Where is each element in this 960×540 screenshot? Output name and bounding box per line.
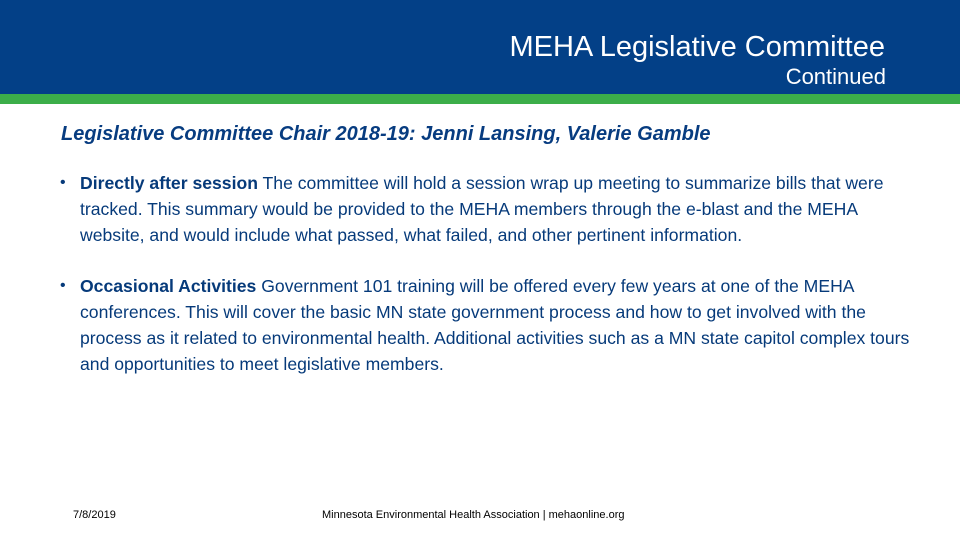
bullet-lead-text: Occasional Activities (80, 276, 257, 296)
slide-title: MEHA Legislative Committee (509, 31, 885, 63)
bullet-lead-text: Directly after session (80, 173, 258, 193)
bullet-item-occasional-activities (60, 273, 910, 377)
bullet-body-text: Government 101 training will be offered every few years at one of the MEHA conferences. This will cover the basic MN state government process and how to get involved with the process as it related to environmental health. Additional activities such as a MN state capitol complex tours and opportunities to meet legislative members. (80, 276, 910, 374)
header-band (0, 0, 960, 94)
footer-date: 7/8/2019 (73, 509, 116, 521)
bullet-marker: • (60, 174, 66, 191)
footer-organization: Minnesota Environmental Health Association | mehaonline.org (322, 509, 625, 521)
bullet-list (60, 170, 910, 402)
accent-stripe (0, 94, 960, 104)
bullet-item-directly-after-session (60, 170, 910, 248)
bullet-marker: • (60, 277, 66, 294)
bullet-body-text: The committee will hold a session wrap up meeting to summarize bills that were tracked. This summary would be provided to the MEHA members through the e-blast and the MEHA website, and would include what passed, what failed, and other pertinent information. (80, 173, 884, 245)
committee-chair-heading: Legislative Committee Chair 2018-19: Jenni Lansing, Valerie Gamble (61, 123, 711, 145)
slide-subtitle: Continued (785, 64, 886, 89)
